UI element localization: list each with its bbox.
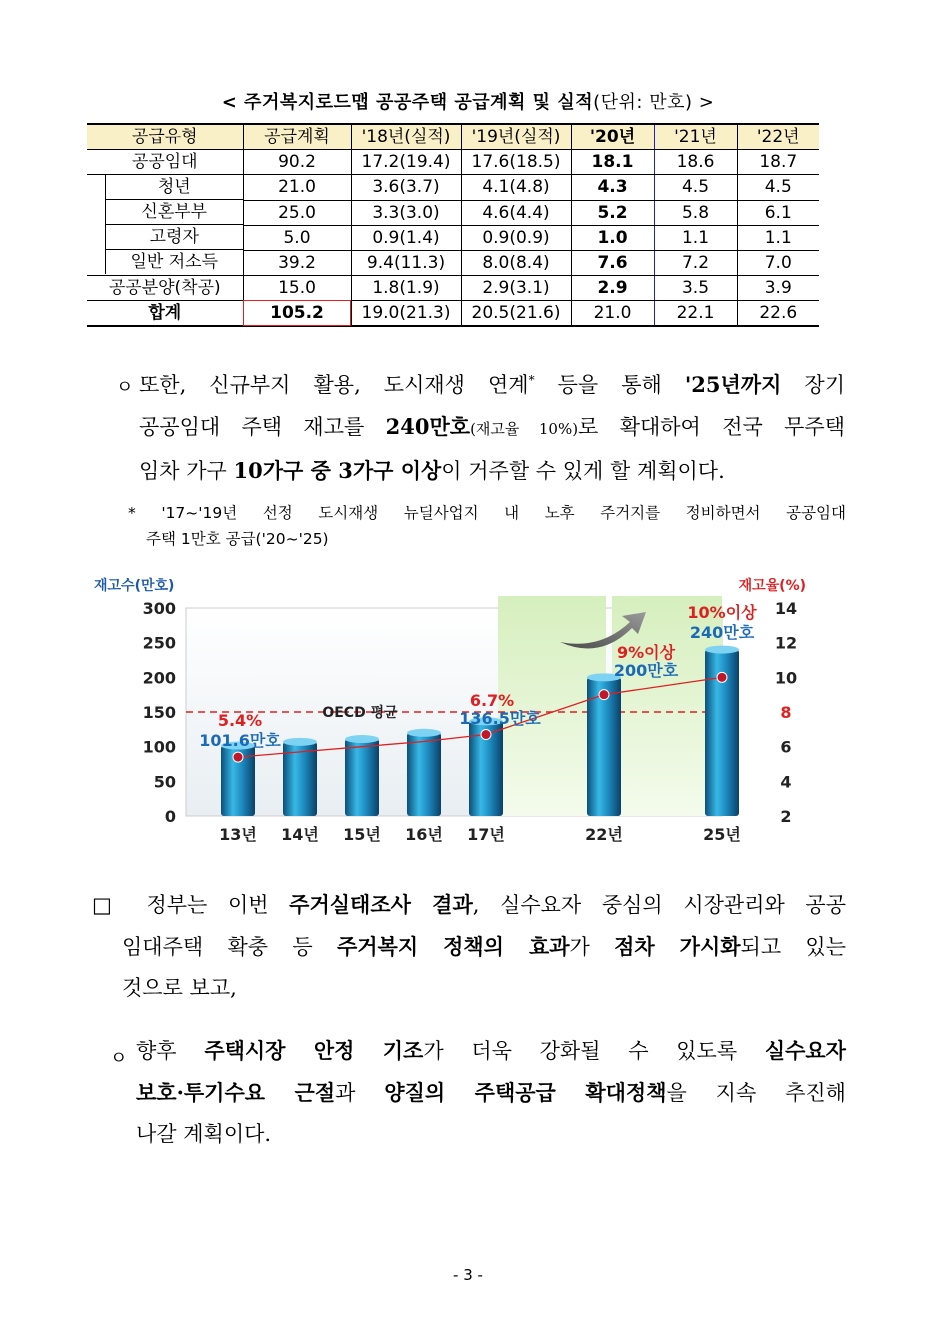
- paragraph-2: [92, 884, 846, 1009]
- table-cell: 3.5: [654, 275, 737, 300]
- table-cell: 90.2: [243, 150, 351, 175]
- text-bold: 보호·투기수요 근절: [136, 1080, 336, 1105]
- y-tick-label: 200: [142, 668, 176, 688]
- x-tick-label: 17년: [467, 825, 505, 844]
- table-cell: 22.1: [654, 300, 737, 326]
- y-tick-label: 150: [142, 703, 176, 722]
- footnote-line2: 주택 1만호 공급('20~'25): [146, 530, 329, 548]
- para1-line3: [139, 450, 845, 492]
- table-row: [87, 150, 819, 175]
- text: 임대주택 확충 등: [122, 935, 337, 959]
- header-cell: '21년: [654, 124, 737, 150]
- table-title: [0, 88, 936, 114]
- header-cell: 공급유형: [87, 124, 243, 150]
- supply-table: [87, 123, 819, 327]
- header-cell: '18년(실적): [351, 124, 461, 150]
- annotation-units: 136.5만호: [459, 709, 541, 728]
- table-cell: 22.6: [737, 300, 819, 326]
- footnote-star: *: [128, 504, 136, 522]
- table-row: [87, 275, 819, 300]
- x-tick-label: 15년: [343, 825, 381, 844]
- table-total-row: [87, 300, 819, 326]
- table-cell: 0.9(1.4): [351, 225, 461, 250]
- header-cell: '20년: [571, 124, 654, 150]
- table-row: [87, 175, 819, 201]
- table-cell: 2.9: [571, 275, 654, 300]
- text-bold: 실수요자: [764, 1038, 846, 1063]
- text: , 실수요자 중심의 시장관리와 공공: [472, 893, 846, 917]
- para3-line2: [136, 1072, 846, 1114]
- text: 이 거주할 수 있게 할 계획이다.: [441, 459, 725, 483]
- text-bold: '25년까지: [684, 372, 782, 397]
- text: 장기: [781, 373, 845, 397]
- paragraph-1: [139, 360, 845, 492]
- bullet: ㅇ: [116, 377, 134, 398]
- table-cell: 8.0(8.4): [461, 250, 571, 275]
- header-cell: '19년(실적): [461, 124, 571, 150]
- text-bold: 주거복지 정책의 효과: [336, 934, 570, 959]
- table-cell: 18.6: [654, 150, 737, 175]
- bar-top: [705, 646, 739, 654]
- para2-line3: 것으로 보고,: [122, 976, 237, 1000]
- annotation-units: 200만호: [613, 661, 679, 680]
- table-row: [87, 225, 819, 250]
- table-cell: 1.0: [571, 225, 654, 250]
- table-cell: 4.3: [571, 175, 654, 201]
- x-tick-label: 25년: [703, 825, 741, 844]
- x-tick-label: 22년: [585, 825, 623, 844]
- text: 등을 통해: [534, 373, 685, 397]
- bar-top: [345, 735, 379, 743]
- table-cell: 3.9: [737, 275, 819, 300]
- table-cell: 21.0: [243, 175, 351, 201]
- row-label: [87, 225, 243, 250]
- table-cell: 105.2: [243, 300, 351, 326]
- text: 되고 있는: [740, 935, 847, 959]
- oecd-average-label: OECD 평균: [322, 705, 398, 721]
- table-cell: 21.0: [571, 300, 654, 326]
- y2-tick-label: 12: [774, 633, 798, 653]
- footnote-mark: *: [528, 373, 535, 387]
- y-tick-label: 300: [142, 599, 176, 618]
- annotation-rate: 10%이상: [687, 603, 757, 622]
- row-label: [87, 200, 243, 225]
- table-row: [87, 200, 819, 225]
- table-cell: 25.0: [243, 200, 351, 225]
- table-cell: 5.0: [243, 225, 351, 250]
- para2-line1: [92, 884, 846, 926]
- para3-line3: 나갈 계획이다.: [136, 1122, 272, 1146]
- table-cell: 4.1(4.8): [461, 175, 571, 201]
- x-tick-label: 16년: [405, 825, 443, 844]
- bar: [345, 739, 379, 816]
- annotation-units: 240만호: [689, 623, 755, 642]
- table-cell: 17.2(19.4): [351, 150, 461, 175]
- table-cell: 7.6: [571, 250, 654, 275]
- table-cell: 19.0(21.3): [351, 300, 461, 326]
- table-cell: 0.9(0.9): [461, 225, 571, 250]
- y-tick-label: 250: [142, 633, 176, 653]
- page-number: - 3 -: [453, 1266, 483, 1284]
- table-header-row: [87, 124, 819, 150]
- text-small: (재고율 10%): [470, 420, 579, 438]
- y-tick-label: 0: [164, 807, 176, 826]
- text: '17~'19년 선정 도시재생 뉴딜사업지 내 노후 주거지를 정비하면서 공공임대: [161, 504, 846, 522]
- y2-axis-title: 재고율(%): [738, 578, 806, 594]
- table-cell: 3.6(3.7): [351, 175, 461, 201]
- sub-row-label: 신혼부부: [105, 200, 243, 225]
- table-cell: 18.7: [737, 150, 819, 175]
- table-cell: 20.5(21.6): [461, 300, 571, 326]
- table-cell: 4.6(4.4): [461, 200, 571, 225]
- text-bold: 양질의 주택공급 확대정책: [384, 1080, 667, 1105]
- table-title-main: < 주거복지로드맵 공공주택 공급계획 및 실적: [221, 92, 594, 113]
- text-bold: 10가구 중 3가구 이상: [233, 458, 442, 483]
- table-cell: 3.3(3.0): [351, 200, 461, 225]
- text: 향후: [136, 1039, 205, 1063]
- table-cell: 2.9(3.1): [461, 275, 571, 300]
- rate-point: [599, 690, 609, 700]
- text: 과: [335, 1081, 385, 1105]
- table-cell: 4.5: [654, 175, 737, 201]
- checkbox-glyph: □: [92, 893, 126, 917]
- y2-tick-label: 2: [780, 807, 792, 826]
- y2-tick-label: 6: [780, 737, 792, 757]
- housing-stock-chart: [90, 572, 810, 852]
- footnote: [128, 500, 846, 552]
- table-cell: 7.2: [654, 250, 737, 275]
- para1-line1: [139, 360, 845, 406]
- text-bold: 점차 가시화: [614, 934, 741, 959]
- text: 정부는 이번: [146, 893, 290, 917]
- table-cell: 17.6(18.5): [461, 150, 571, 175]
- text-bold: 주택시장 안정 기조: [204, 1038, 424, 1063]
- rate-point: [717, 672, 727, 682]
- text-bold: 주거실태조사 결과: [289, 892, 473, 917]
- row-label: 공공임대: [87, 150, 243, 175]
- bar-top: [407, 729, 441, 737]
- row-label: 공공분양(착공): [87, 275, 243, 300]
- rate-point: [481, 730, 491, 740]
- para1-line2: [139, 406, 845, 450]
- bar: [407, 733, 441, 816]
- y-axis-title: 재고수(만호): [94, 578, 175, 594]
- text: 로 확대하여 전국 무주택: [578, 415, 845, 439]
- y2-tick-label: 10: [774, 668, 798, 688]
- header-cell: '22년: [737, 124, 819, 150]
- table-cell: 39.2: [243, 250, 351, 275]
- table-cell: 18.1: [571, 150, 654, 175]
- table-cell: 5.8: [654, 200, 737, 225]
- text: 가: [569, 935, 615, 959]
- x-tick-label: 14년: [281, 825, 319, 844]
- text: 을 지속 추진해: [666, 1081, 846, 1105]
- table-cell: 1.1: [737, 225, 819, 250]
- bar-top: [283, 738, 317, 746]
- text: 가 더욱 강화될 수 있도록: [423, 1039, 765, 1063]
- para3-line1: [136, 1030, 846, 1072]
- y-tick-label: 50: [153, 772, 176, 792]
- y-tick-label: 100: [142, 737, 176, 757]
- footnote-line1: [128, 500, 846, 526]
- table-cell: 4.5: [737, 175, 819, 201]
- table-cell: 15.0: [243, 275, 351, 300]
- x-tick-label: 13년: [219, 825, 257, 844]
- text-bold: 240만호: [385, 414, 471, 439]
- table-cell: 6.1: [737, 200, 819, 225]
- sub-row-label: 청년: [105, 175, 243, 200]
- text: 공공임대 주택 재고를: [139, 415, 386, 439]
- annotation-rate: 6.7%: [469, 691, 515, 710]
- table-title-unit: (단위: 만호) >: [593, 92, 715, 113]
- y2-tick-label: 8: [780, 703, 792, 722]
- row-label: [87, 250, 243, 275]
- rate-point: [233, 752, 243, 762]
- table-cell: 1.8(1.9): [351, 275, 461, 300]
- annotation-rate: 9%이상: [616, 643, 676, 662]
- header-cell: 공급계획: [243, 124, 351, 150]
- row-label: [87, 175, 243, 201]
- text: 또한, 신규부지 활용, 도시재생 연계: [139, 373, 529, 397]
- y2-tick-label: 4: [780, 772, 792, 792]
- annotation-rate: 5.4%: [217, 711, 263, 730]
- sub-row-label: 일반 저소득: [105, 250, 243, 274]
- y2-tick-label: 14: [774, 599, 798, 618]
- table-cell: 7.0: [737, 250, 819, 275]
- sub-row-label: 고령자: [105, 225, 243, 250]
- table-cell: 5.2: [571, 200, 654, 225]
- row-label: 합계: [87, 300, 243, 326]
- table-row: [87, 250, 819, 275]
- table-cell: 9.4(11.3): [351, 250, 461, 275]
- para2-line2: [92, 926, 846, 968]
- bullet: ㅇ: [110, 1048, 128, 1069]
- annotation-units: 101.6만호: [199, 731, 281, 750]
- paragraph-3: [136, 1030, 846, 1155]
- table-cell: 1.1: [654, 225, 737, 250]
- text: 임차 가구: [139, 459, 234, 483]
